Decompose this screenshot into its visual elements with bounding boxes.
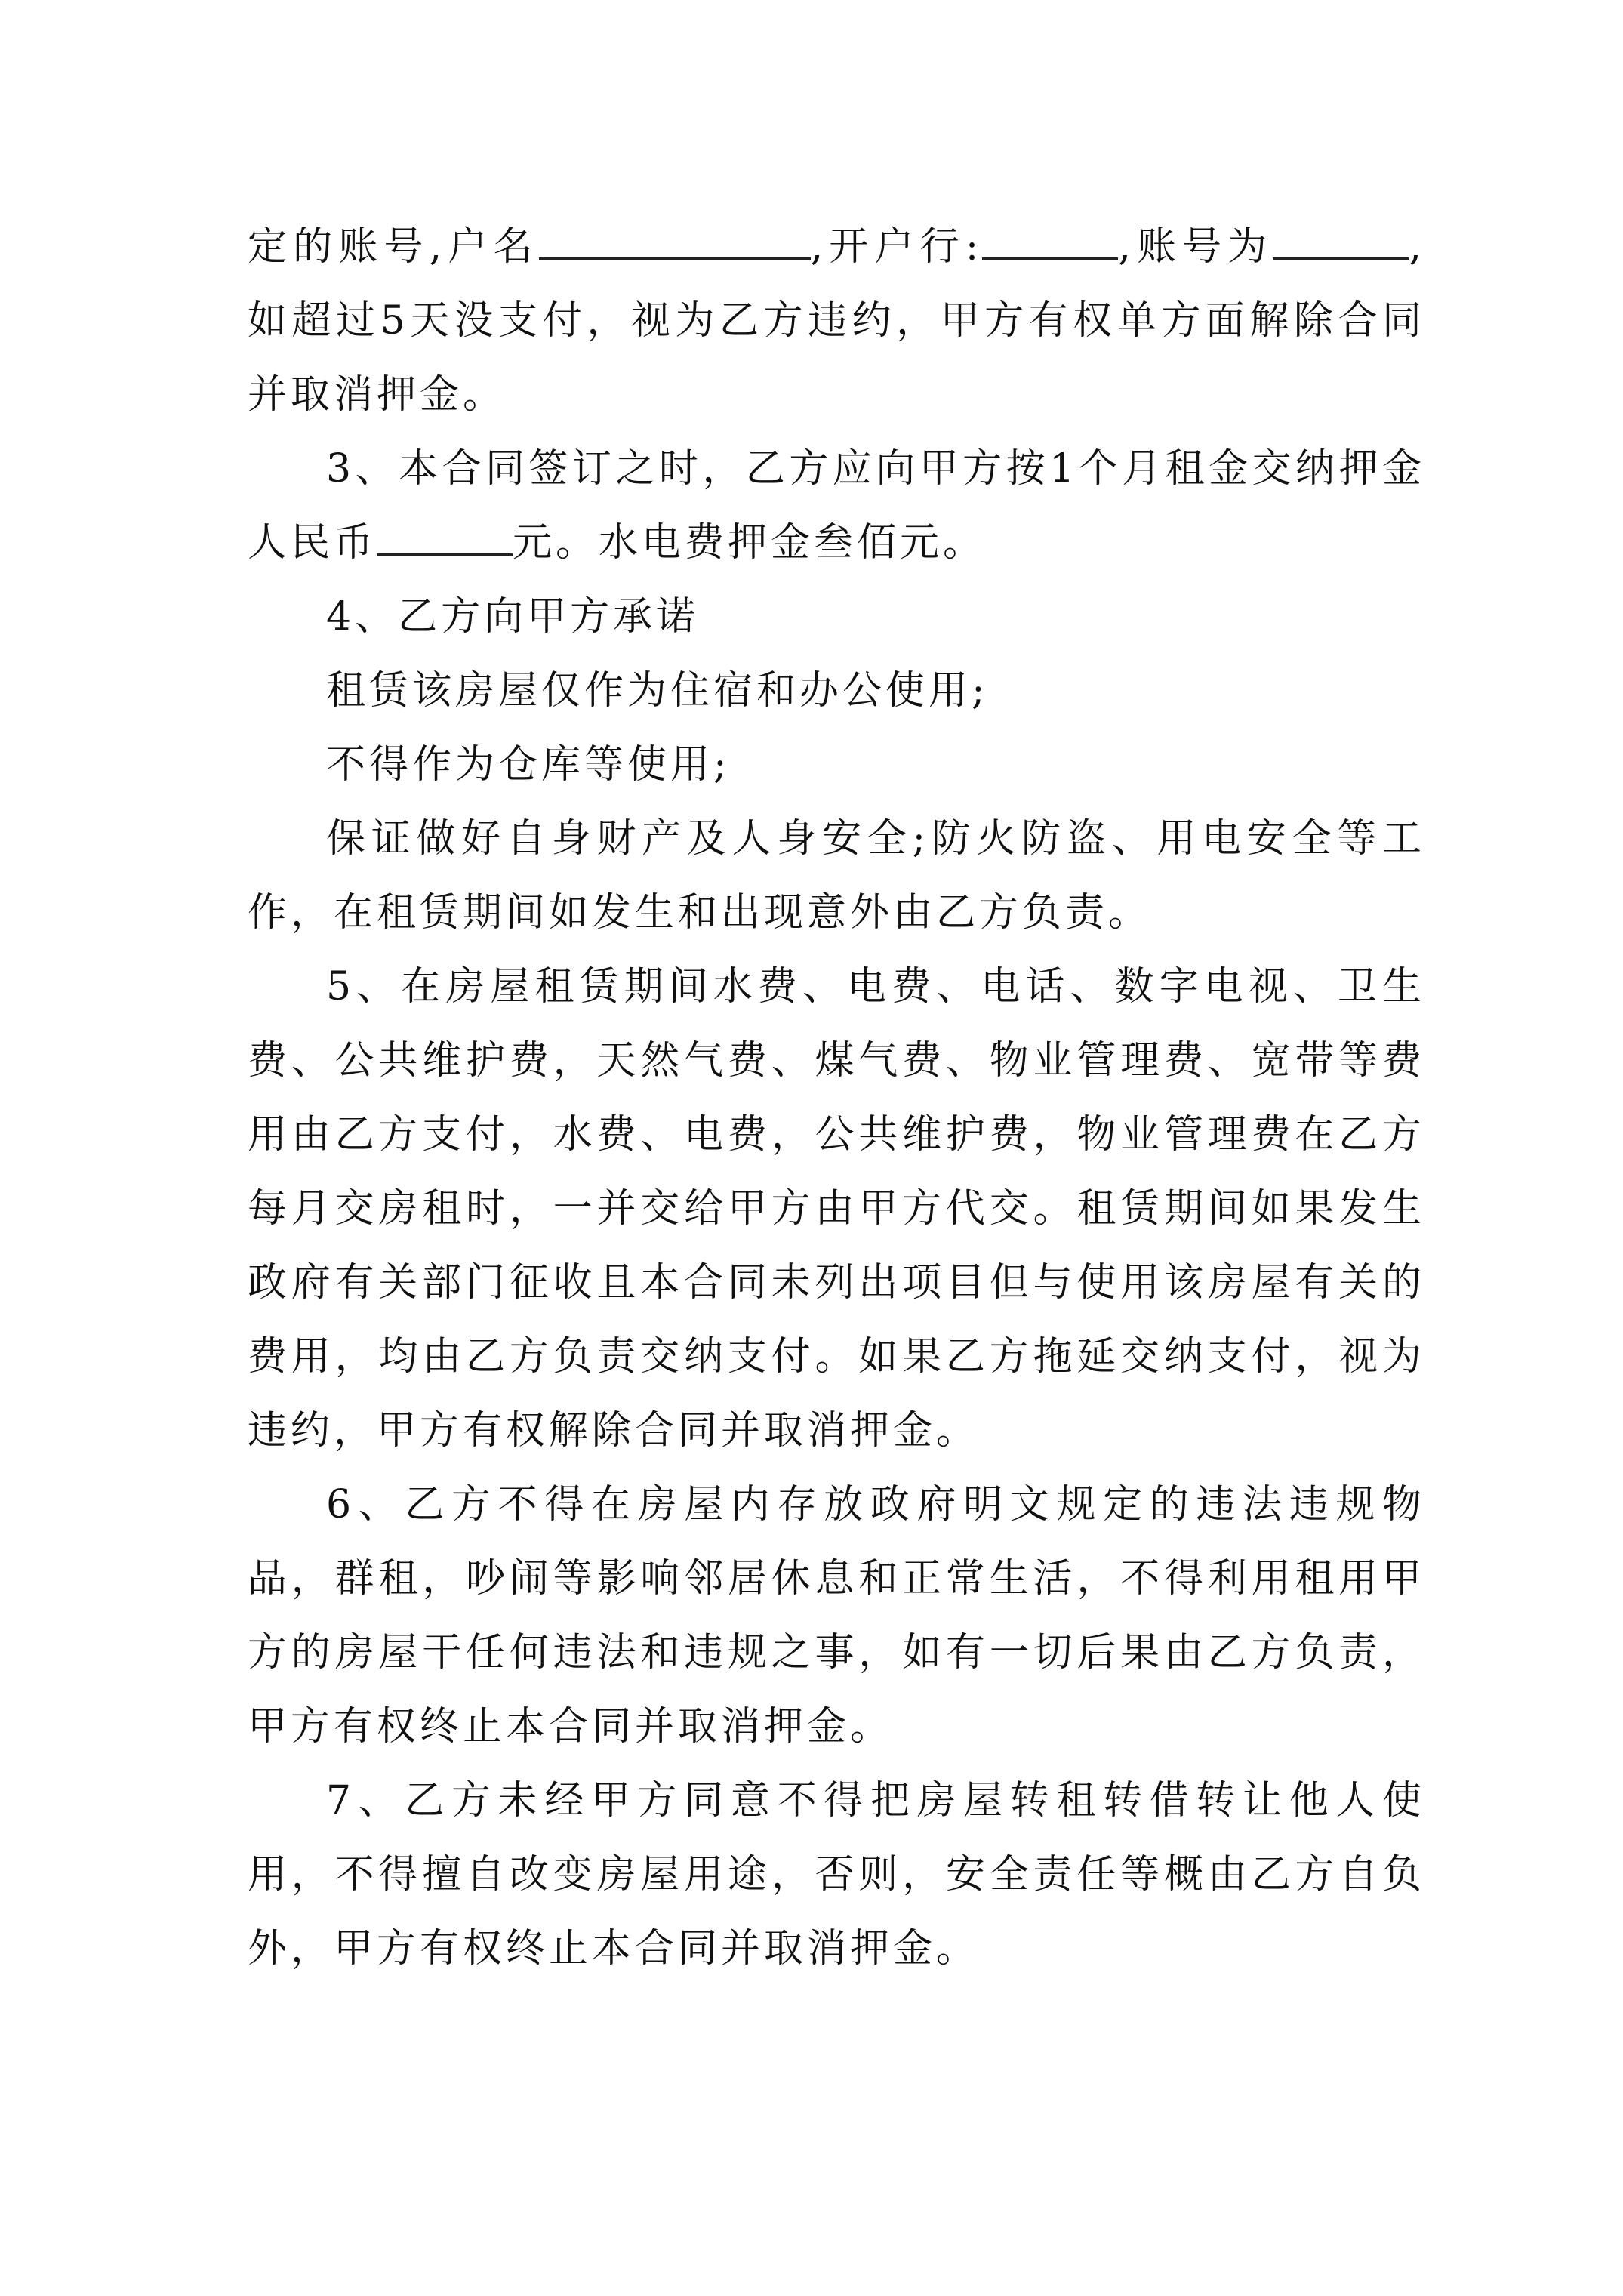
fill-in-blank [539, 227, 811, 260]
paragraph-7 [248, 1764, 1425, 1986]
fill-in-blank [982, 227, 1118, 260]
paragraph-text: 不得作为仓库等使用; [326, 742, 731, 787]
paragraph-text: 5、在房屋租赁期间水费、电费、电话、数字电视、卫生费、公共维护费，天然气费、煤气费、物业管理费、宽带等费用由乙方支付，水费、电费，公共维护费，物业管理费在乙方每月交房租时，一并交给甲方由甲方代交。租赁期间如果发生政府有关部门征收且本合同未列出项目但与使用该房屋有关的费用，均由乙方负责交纳支付。如果乙方拖延交纳支付，视为违约，甲方有权解除合同并取消押金。 [248, 964, 1425, 1453]
paragraph-text: ,如超过5天没支付，视为乙方违约，甲方有权单方面解除合同并取消押金。 [248, 224, 1425, 418]
paragraph-text: 租赁该房屋仅作为住宿和办公使用; [326, 668, 989, 713]
paragraph-text: 6、乙方不得在房屋内存放政府明文规定的违法违规物品，群租，吵闹等影响邻居休息和正常生活，不得利用租用甲方的房屋干任何违法和违规之事，如有一切后果由乙方负责，甲方有权终止本合同并取消押金。 [248, 1482, 1425, 1749]
paragraph-text: 元。水电费押金叁佰元。 [513, 520, 987, 566]
contract-body [248, 210, 1425, 1986]
paragraph-text: 7、乙方未经甲方同意不得把房屋转租转借转让他人使用，不得擅自改变房屋用途，否则，安全责任等概由乙方自负外，甲方有权终止本合同并取消押金。 [248, 1778, 1425, 1971]
paragraph-text: 保证做好自身财产及人身安全;防火防盗、用电安全等工作，在租赁期间如发生和出现意外由乙方负责。 [248, 816, 1425, 935]
fill-in-blank [377, 523, 513, 556]
paragraph-text: 3、本合同签订之时，乙方应向甲方按1个月租金交纳押金人民币 [248, 446, 1425, 566]
paragraph-text: ,开户行: [810, 224, 983, 270]
paragraph-text: ,账号为 [1118, 224, 1273, 270]
paragraph-3 [248, 432, 1425, 580]
fill-in-blank [1273, 227, 1409, 260]
paragraph-account [248, 210, 1425, 432]
paragraph-text: 定的账号,户名 [248, 224, 539, 270]
paragraph-4 [248, 580, 1425, 654]
paragraph-4a [248, 654, 1425, 728]
paragraph-text: 4、乙方向甲方承诺 [326, 594, 700, 639]
paragraph-4b [248, 728, 1425, 802]
paragraph-5 [248, 950, 1425, 1468]
paragraph-4c [248, 802, 1425, 950]
paragraph-6 [248, 1468, 1425, 1764]
